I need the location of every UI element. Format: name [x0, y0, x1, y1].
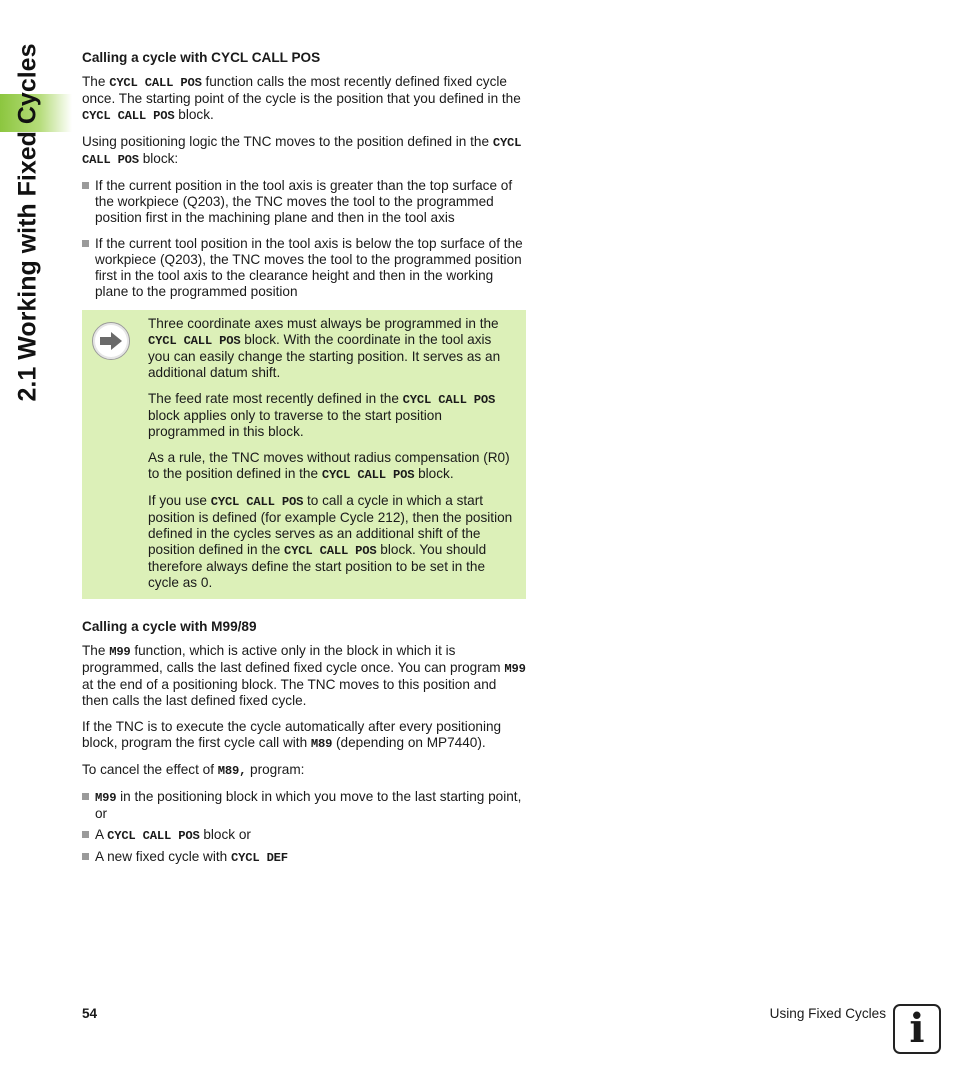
- list-item: If the current position in the tool axis is greater than the top surface of the workpiece (Q203), the TNC moves the tool to the programmed position first in the machining plane and then in the tool axis: [82, 178, 526, 226]
- bullet-list: [82, 178, 526, 300]
- note-paragraph: If you use CYCL CALL POS to call a cycle in which a start position is defined (for example Cycle 212), then the position defined in the cycles serves as an additional shift of the position defined in the CYCL CALL POS block. You should therefore always define the start position to be set in the cycle as 0.: [148, 493, 513, 590]
- info-icon: i: [893, 1004, 941, 1054]
- paragraph: To cancel the effect of M89, program:: [82, 762, 305, 778]
- side-chapter-title: 2.1 Working with Fixed Cycles: [13, 43, 42, 401]
- note-paragraph: As a rule, the TNC moves without radius compensation (R0) to the position defined in the CYCL CALL POS block.: [148, 450, 510, 482]
- paragraph: The M99 function, which is active only in the block in which it is programmed, calls the last defined fixed cycle once. You can program M99 at the end of a positioning block. The TNC moves to this position and then calls the last defined fixed cycle.: [82, 643, 526, 708]
- footer-chapter-title: Using Fixed Cycles: [769, 1006, 886, 1021]
- paragraph: The CYCL CALL POS function calls the most recently defined fixed cycle once. The starting point of the cycle is the position that you defined in the CYCL CALL POS block.: [82, 74, 521, 123]
- list-item: M99 in the positioning block in which you move to the last starting point, or: [82, 789, 526, 822]
- paragraph: If the TNC is to execute the cycle automatically after every positioning block, program the first cycle call with M89 (depending on MP7440).: [82, 719, 502, 751]
- main-content: [82, 48, 526, 876]
- bullet-square-icon: [82, 793, 89, 800]
- bullet-square-icon: [82, 240, 89, 247]
- section-heading-cycl-call-pos: Calling a cycle with CYCL CALL POS: [82, 50, 321, 65]
- bullet-square-icon: [82, 182, 89, 189]
- note-paragraph: Three coordinate axes must always be programmed in the CYCL CALL POS block. With the coordinate in the tool axis you can easily change the starting position. It serves as an additional datum shift.: [148, 316, 501, 380]
- list-item: If the current tool position in the tool axis is below the top surface of the workpiece (Q203), the TNC moves the tool to the programmed position first in the tool axis to the clearance height and then in the working plane to the programmed position: [82, 236, 526, 300]
- list-item: A new fixed cycle with CYCL DEF: [82, 849, 526, 866]
- list-item: A CYCL CALL POS block or: [82, 827, 526, 844]
- page-number: 54: [82, 1006, 98, 1021]
- bullet-square-icon: [82, 853, 89, 860]
- note-box: [82, 310, 526, 599]
- bullet-square-icon: [82, 831, 89, 838]
- section-heading-m99-89: Calling a cycle with M99/89: [82, 619, 257, 634]
- note-paragraph: The feed rate most recently defined in the CYCL CALL POS block applies only to traverse to the start position programmed in this block.: [148, 391, 496, 439]
- arrow-right-icon: [92, 322, 130, 360]
- paragraph: Using positioning logic the TNC moves to the position defined in the CYCL CALL POS block:: [82, 134, 522, 167]
- bullet-list: [82, 789, 526, 866]
